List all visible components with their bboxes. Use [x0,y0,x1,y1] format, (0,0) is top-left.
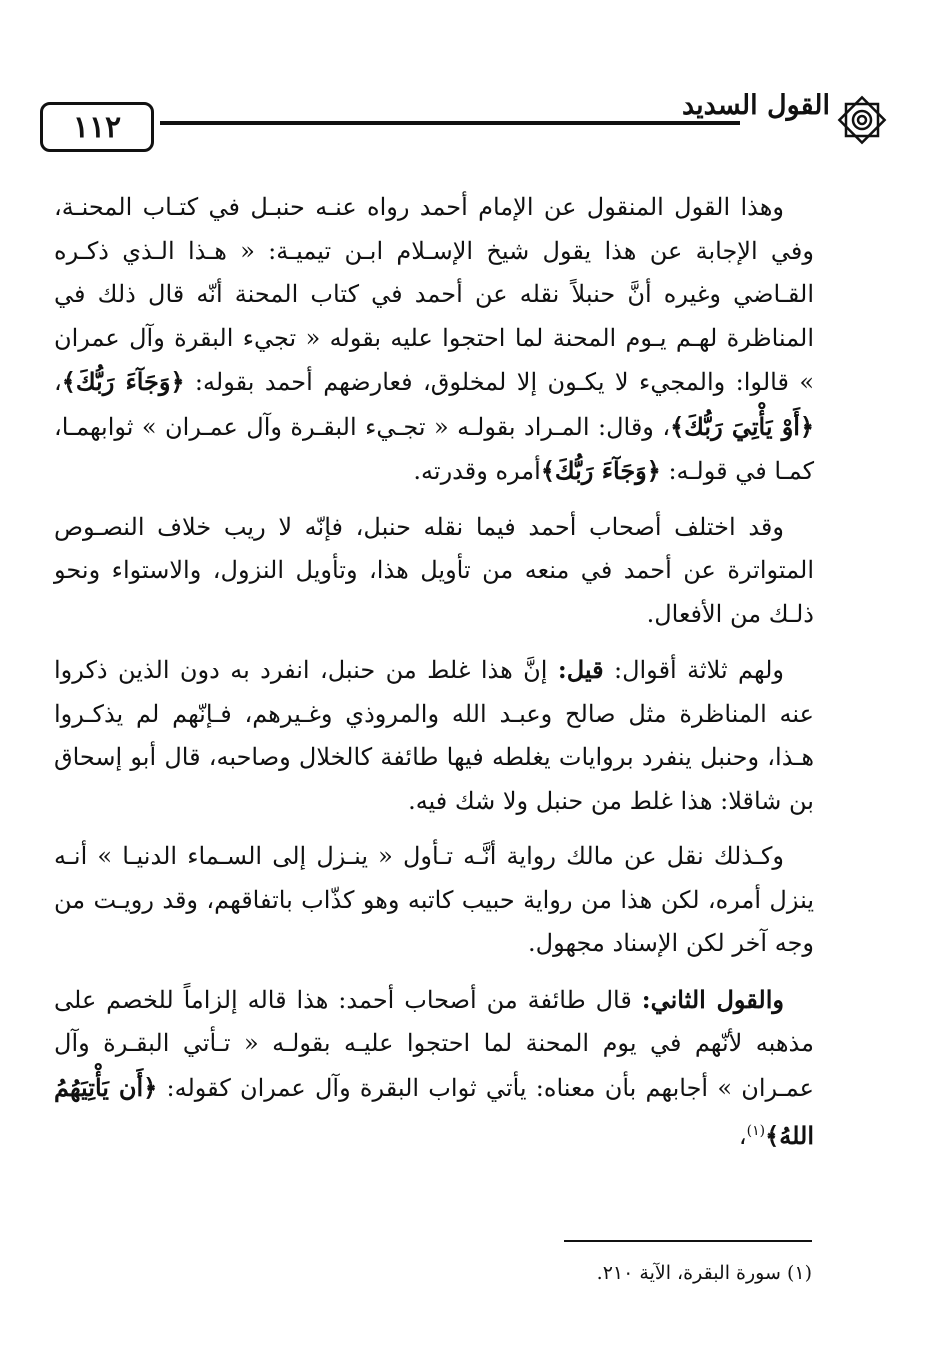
paragraph [54,648,814,823]
star-ornament-icon [834,92,890,148]
bold-heading: والقول الثاني: [641,984,785,1014]
text-segment: وهذا القول المنقول عن الإمام أحمد رواه عنـه حنبـل في كتـاب المحنـة، وفي الإجابة عن هذا يقول شيخ الإسـلام ابـن تيميـة: « هـذا الـذي ذكـره القـاضي وغيره أنَّ حنبلاً نقله عن أحمد في كتاب المحنة أنّه قال ذلك في المناظرة لهـم يـوم المحنة لما احتجوا عليه بقوله « تجيء البقرة وآل عمران » قالوا: والمجيء لا يكـون إلا لمخلوق، فعارضهم أحمد بقوله: [54,193,815,396]
text-segment: ، [54,368,62,396]
page-header [40,76,890,156]
footnote-rule [564,1240,812,1242]
page-number: ١١٢ [40,102,154,152]
text-segment: إنَّ هذا غلط من حنبل، انفرد به دون الذين ذكروا عنه المناظرة مثل صالح وعبـد الله والمروذي وغـيرهم، فـإنّهم لم يذكـروا هـذا، وحنبل ينفرد بروايات يغلطه فيها طائفة كالخلال وصاحبه، قال أبو إسحاق بن شاقلا: هذا غلط من حنبل ولا شك فيه. [54,656,814,815]
quran-quote: ﴿أَوْ يَأْتِيَ رَبُّكَ﴾ [670,411,815,441]
text-segment: ، [738,1122,747,1150]
quran-quote: ﴿وَجَآءَ رَبُّكَ﴾ [61,367,185,396]
book-title: القول السديد [681,90,830,121]
text-segment: أمره وقدرته. [413,457,541,485]
footnote-ref: (١) [746,1123,766,1139]
text-segment: وقد اختلف أصحاب أحمد فيما نقله حنبل، فإنّه لا ريب خلاف النصـوص المتواترة عن أحمد في منعه من تأويل هذا، وتأويل النزول، والاستواء ونحو ذلـك من الأفعال. [54,512,814,628]
text-segment: ولهم ثلاثة أقوال: [603,656,784,684]
text-segment: ، وقال: المـراد بقولـه « تجـيء البقـرة وآل عمـران » ثوابهمـا، كمـا في قولـه: [54,412,814,485]
paragraph [54,978,814,1159]
main-text [54,186,814,1171]
paragraph [54,186,814,494]
bold-heading: قيل: [557,655,604,684]
text-segment: وكـذلك نقل عن مالك رواية أنَّـه تـأول « ينـزل إلى السـماء الدنيـا » أنـه ينزل أمره، لكن هذا من رواية حبيب كاتبه وهو كذّاب باتفاقهم، وقد رويـت من وجه آخر لكن الإسناد مجهول. [54,842,814,957]
text-segment: قال طائفة من أصحاب أحمد: هذا قاله إلزاماً للخصم على مذهبه لأنّهم في يوم المحنة لما احتجوا عليـه بقولـه « تـأتي البقـرة وآل عمـران » أجابهم بأن معناه: يأتي ثواب البقرة وآل عمران كقوله: [54,985,814,1102]
paragraph [54,835,814,966]
header-rule [160,121,740,125]
quran-quote: ﴿أَن يَأْتِيَهُمُ اللهُ﴾ [54,1072,814,1150]
quran-quote: ﴿وَجَآءَ رَبُّكَ﴾ [540,456,661,485]
paragraph [54,506,814,637]
footnote: (١) سورة البقرة، الآية ٢١٠. [596,1262,812,1284]
